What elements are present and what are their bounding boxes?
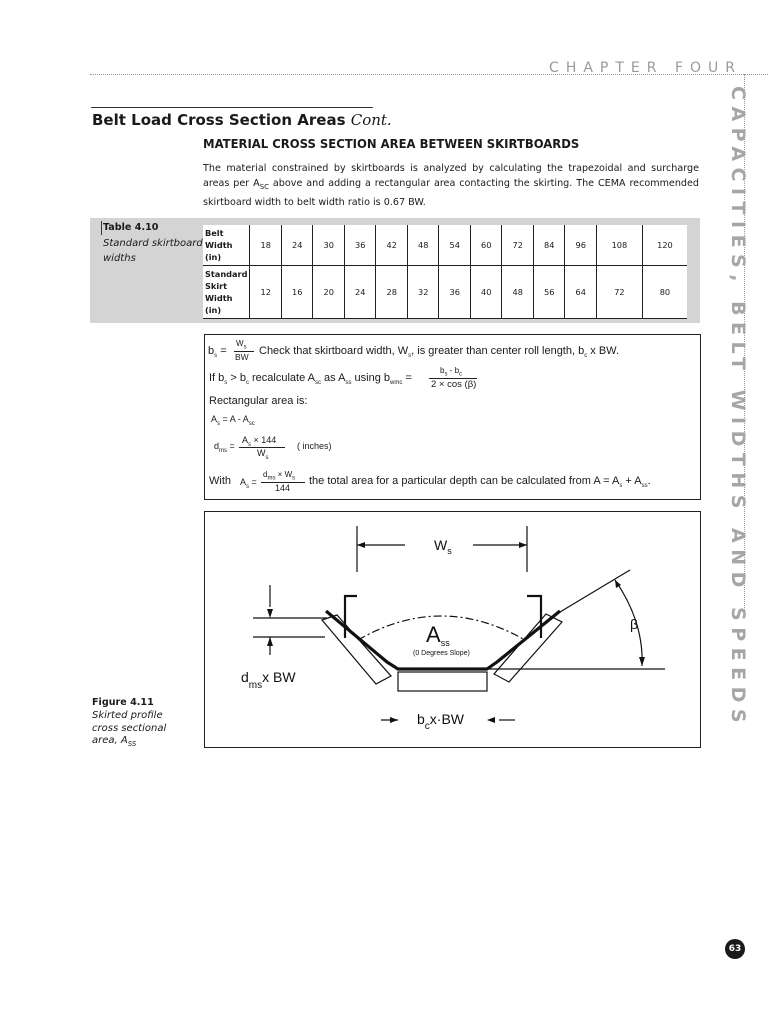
beta-label: β (630, 616, 639, 632)
table-cell: 24 (281, 225, 313, 266)
ass-label: Ass (426, 622, 450, 648)
table-cell: 48 (407, 225, 439, 266)
table-cell: 40 (470, 266, 502, 319)
table-cell: 60 (470, 225, 502, 266)
table-cell: 80 (642, 266, 687, 319)
chapter-side-title: CAPACITIES, BELT WIDTHS AND SPEEDS (727, 86, 749, 730)
table-cell: 54 (439, 225, 471, 266)
table-cell: 96 (565, 225, 597, 266)
table-cell: 30 (313, 225, 345, 266)
table-cell: 32 (407, 266, 439, 319)
table-cell: 24 (344, 266, 376, 319)
formula-bs: $b_s$ = (208, 345, 227, 360)
formula-with-num: $d_{ms} \times W_s$ (263, 470, 296, 482)
section-title: Belt Load Cross Section Areas Cont. (92, 111, 392, 129)
table-cell: 72 (502, 225, 534, 266)
subsection-title: MATERIAL CROSS SECTION AREA BETWEEN SKIRTBOARDS (203, 136, 580, 151)
table-cell: 16 (281, 266, 313, 319)
ws-label: $W_s$ (434, 537, 452, 556)
formula-inches: ( inches) (297, 441, 332, 451)
formula-bs-den: BW (235, 352, 249, 362)
table-cell: 12 (250, 266, 282, 319)
formula-box (204, 334, 701, 500)
table-cell: 108 (596, 225, 642, 266)
figure-caption: Skirted profile cross sectional area, $A_{SS}$ (92, 710, 167, 748)
chapter-label: CHAPTER FOUR (549, 60, 742, 76)
formula-bs-num: $W_s$ (236, 339, 247, 351)
formula-as: $A_s = A - A_{sc}$ (211, 414, 255, 427)
table-row (203, 266, 687, 319)
table-row-header: Standard Skirt Width (in) (203, 266, 250, 319)
table-row (203, 225, 687, 266)
table-caption: Standard skirtboard widths (103, 238, 203, 264)
slope-note: (0 Degrees Slope) (413, 650, 470, 657)
formula-bwmc-num: $b_s - b_c$ (440, 366, 463, 378)
formula-if-text: If $b_s > b_c$ recalculate $A_{sc}$ as $A_{ss}$ using $b_{wmc}$ = (209, 372, 412, 387)
table-cell: 42 (376, 225, 408, 266)
skirtboard-width-table (203, 225, 687, 319)
table-cell: 64 (565, 266, 597, 319)
table-cell: 18 (250, 225, 282, 266)
table-cell: 20 (313, 266, 345, 319)
table-cell: 36 (344, 225, 376, 266)
table-number: Table 4.10 (103, 222, 159, 233)
section-rule (91, 107, 373, 108)
formula-bwmc-den: 2 × cos (β) (431, 379, 477, 390)
formula-dms-num: $A_s \times 144$ (242, 435, 277, 448)
table-cell: 36 (439, 266, 471, 319)
section-title-cont: Cont. (350, 111, 392, 129)
page-number: 63 (725, 939, 745, 959)
intro-paragraph: The material constrained by skirtboards is analyzed by calculating the trapezoidal and surcharge areas per $A_{SC}$ above and adding a rectangular area contacting the skirting. The CEMA recommended skirtboard width to belt width ratio is 0.67 BW. (203, 163, 699, 208)
bc-label: $b_cx\cdot BW$ (417, 711, 465, 732)
formula-with-label: With (209, 475, 231, 487)
table-row-header: Belt Width (in) (203, 225, 250, 266)
table-caption-marker (101, 221, 102, 235)
formula-with-den: 144 (275, 483, 291, 493)
table-cell: 72 (596, 266, 642, 319)
table-cell: 48 (502, 266, 534, 319)
formula-with-as: $A_s$ = (240, 477, 257, 490)
table-cell: 120 (642, 225, 687, 266)
table-cell: 28 (376, 266, 408, 319)
table-cell: 84 (533, 225, 565, 266)
formula-dms-den: $W_s$ (257, 448, 269, 461)
figure-number: Figure 4.11 (92, 697, 154, 708)
table-cell: 56 (533, 266, 565, 319)
formula-check-text: Check that skirtboard width, $W_s$, is greater than center roll length, $b_c$ x BW. (259, 345, 619, 360)
figure-box (204, 511, 701, 748)
formula-dms: $d_{ms}$ = (214, 441, 235, 454)
dms-label: $d_{ms}x$ BW (241, 669, 296, 691)
formula-rect-label: Rectangular area is: (209, 395, 308, 407)
formula-total-text: the total area for a particular depth can be calculated from $A = A_s + A_{ss}$. (309, 475, 651, 490)
skirted-profile-diagram (205, 512, 700, 747)
